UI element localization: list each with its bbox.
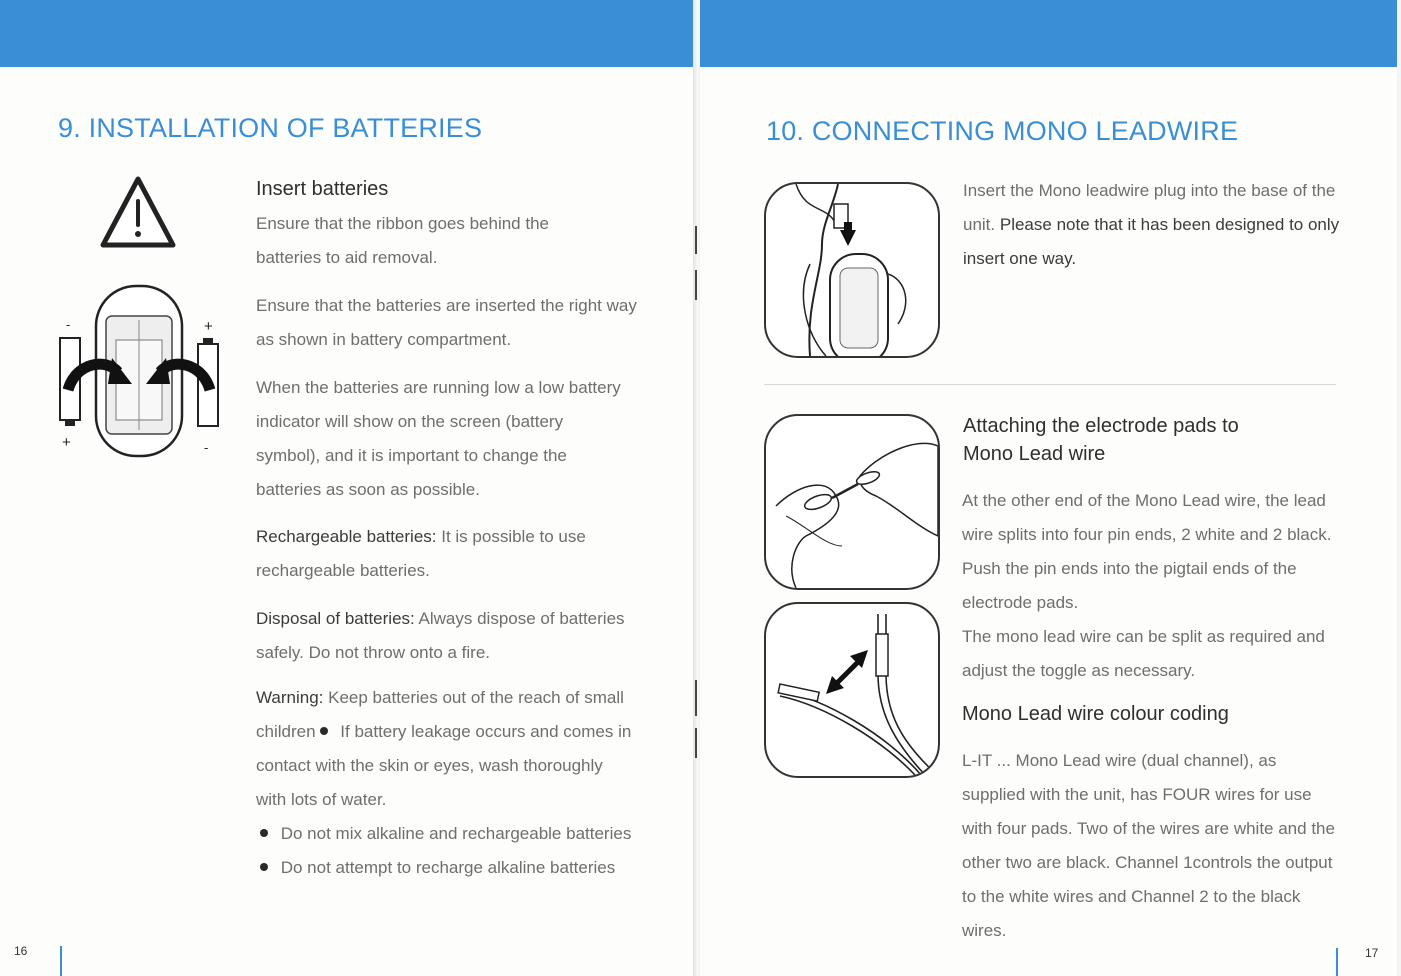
battery-insertion-illustration (54, 280, 224, 470)
warning-triangle-icon (100, 175, 176, 249)
pin-attach-illustration (764, 414, 940, 590)
plug-insertion-illustration (764, 182, 940, 358)
rechargeable-label: Rechargeable batteries: (256, 527, 437, 546)
subheading-attaching-pads: Attaching the electrode pads to Mono Lead wire (963, 415, 1239, 465)
section-heading-batteries: 9. INSTALLATION OF BATTERIES (58, 113, 483, 143)
gutter-mark (695, 728, 697, 758)
paragraph-disposal (256, 602, 626, 670)
warning-label: Warning: (256, 688, 324, 707)
warning-text-4: Do not attempt to recharge alkaline batteries (276, 858, 616, 877)
header-band (0, 0, 696, 67)
bullet-icon (260, 829, 268, 837)
insert-plug-note: Please note that it has been designed to only insert one way. (963, 215, 1340, 268)
page-number-left: 16 (14, 944, 28, 958)
section-heading-leadwire: 10. CONNECTING MONO LEADWIRE (766, 116, 1239, 146)
rechargeable-text: It is possible to use rechargeable batteries. (256, 527, 586, 580)
warning-text-3: Do not mix alkaline and rechargeable batteries (276, 824, 632, 843)
subheading-colour-coding: Mono Lead wire colour coding (962, 703, 1229, 725)
paragraph-colour-coding: L-IT ... Mono Lead wire (dual channel), as supplied with the unit, has FOUR wires for use with four pads. Two of the wires are white and the other two are black. Channel 1controls the output to the white wires and Channel 2 to the black wires. (962, 751, 1335, 940)
paragraph-rechargeable (256, 520, 636, 588)
bullet-icon (320, 727, 328, 735)
paragraph-insert-plug (963, 174, 1345, 276)
page-tick-right (1336, 948, 1338, 976)
wire-split-illustration (764, 602, 940, 778)
paragraph-warning (256, 681, 636, 885)
page-tick-left (60, 946, 62, 976)
gutter-mark (695, 270, 697, 300)
left-page (0, 0, 696, 976)
section-divider (764, 384, 1336, 385)
battery-minus-label-bottom: - (204, 440, 209, 455)
page-number-right: 17 (1365, 946, 1379, 960)
paragraph-ribbon: Ensure that the ribbon goes behind the batteries to aid removal. (256, 214, 549, 267)
disposal-label: Disposal of batteries: (256, 609, 415, 628)
subheading-insert-batteries: Insert batteries (256, 178, 389, 200)
warning-text-2: If battery leakage occurs and comes in contact with the skin or eyes, wash thoroughly with lots of water. (256, 722, 632, 809)
battery-minus-label: - (66, 317, 71, 332)
bullet-icon (260, 863, 268, 871)
warning-text-1: Keep batteries out of the reach of small children (256, 688, 624, 741)
paragraph-split-wire: The mono lead wire can be split as required and adjust the toggle as necessary. (962, 627, 1325, 680)
paragraph-pin-ends: At the other end of the Mono Lead wire, the lead wire splits into four pin ends, 2 white and 2 black. Push the pin ends into the pigtail ends of the electrode pads. (962, 491, 1332, 612)
disposal-text: Always dispose of batteries safely. Do not throw onto a fire. (256, 609, 625, 662)
paragraph-orientation: Ensure that the batteries are inserted the right way as shown in battery compartment. (256, 296, 637, 349)
insert-plug-text: Insert the Mono leadwire plug into the base of the unit. (963, 181, 1336, 234)
battery-plus-label-bottom: + (62, 434, 71, 451)
header-band (700, 0, 1397, 67)
paragraph-low-battery: When the batteries are running low a low battery indicator will show on the screen (battery symbol), and it is important to change the batteries as soon as possible. (256, 378, 621, 499)
gutter-mark (695, 226, 697, 254)
gutter-mark (695, 680, 697, 716)
battery-plus-label: + (204, 318, 213, 335)
